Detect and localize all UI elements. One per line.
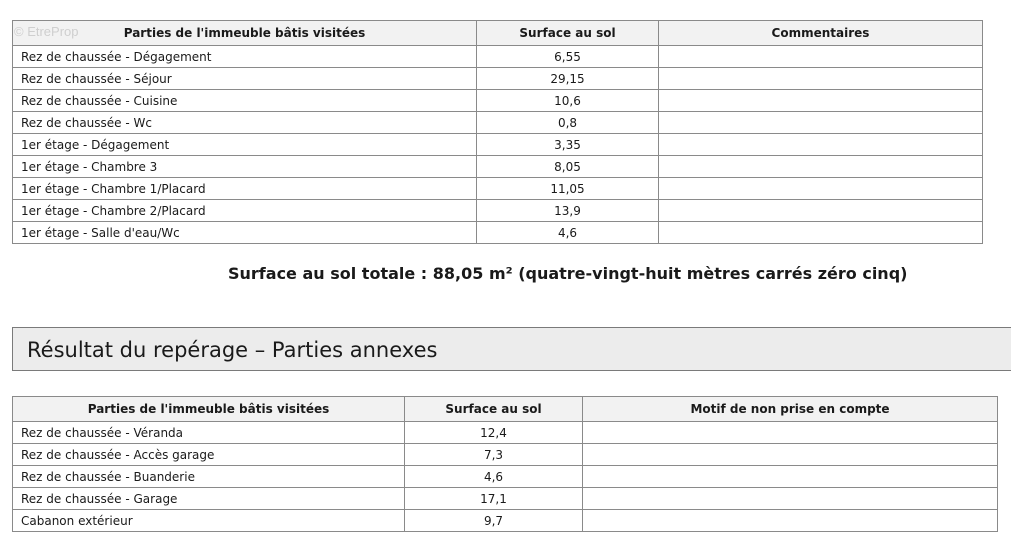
header-parties: Parties de l'immeuble bâtis visitées	[13, 397, 405, 422]
table-row	[13, 200, 983, 222]
cell-comment	[659, 222, 983, 244]
table-row	[13, 444, 998, 466]
table-row	[13, 178, 983, 200]
cell-partie: Rez de chaussée - Buanderie	[13, 466, 405, 488]
main-surface-table	[12, 20, 983, 244]
cell-partie: Rez de chaussée - Séjour	[13, 68, 477, 90]
cell-surface: 0,8	[477, 112, 659, 134]
cell-surface: 29,15	[477, 68, 659, 90]
cell-partie: Rez de chaussée - Cuisine	[13, 90, 477, 112]
cell-comment	[583, 510, 998, 532]
cell-partie: Rez de chaussée - Accès garage	[13, 444, 405, 466]
header-motif: Motif de non prise en compte	[583, 397, 998, 422]
table-header-row	[13, 21, 983, 46]
table-row	[13, 90, 983, 112]
cell-surface: 12,4	[405, 422, 583, 444]
cell-surface: 6,55	[477, 46, 659, 68]
cell-partie: Rez de chaussée - Garage	[13, 488, 405, 510]
cell-surface: 4,6	[405, 466, 583, 488]
table-row	[13, 156, 983, 178]
header-surface: Surface au sol	[477, 21, 659, 46]
header-surface: Surface au sol	[405, 397, 583, 422]
table-row	[13, 510, 998, 532]
cell-comment	[583, 444, 998, 466]
cell-comment	[583, 466, 998, 488]
annex-surface-table	[12, 396, 998, 532]
cell-surface: 9,7	[405, 510, 583, 532]
cell-comment	[659, 90, 983, 112]
header-parties: Parties de l'immeuble bâtis visitées	[13, 21, 477, 46]
cell-comment	[659, 112, 983, 134]
total-surface-line: Surface au sol totale : 88,05 m² (quatre-vingt-huit mètres carrés zéro cinq)	[228, 264, 908, 283]
cell-partie: 1er étage - Chambre 1/Placard	[13, 178, 477, 200]
cell-comment	[659, 200, 983, 222]
cell-partie: 1er étage - Chambre 3	[13, 156, 477, 178]
cell-comment	[583, 422, 998, 444]
cell-surface: 17,1	[405, 488, 583, 510]
cell-surface: 8,05	[477, 156, 659, 178]
header-commentaires: Commentaires	[659, 21, 983, 46]
cell-surface: 11,05	[477, 178, 659, 200]
cell-comment	[659, 68, 983, 90]
cell-comment	[583, 488, 998, 510]
cell-surface: 10,6	[477, 90, 659, 112]
table-row	[13, 134, 983, 156]
table-row	[13, 112, 983, 134]
cell-partie: 1er étage - Salle d'eau/Wc	[13, 222, 477, 244]
table-row	[13, 466, 998, 488]
table-row	[13, 68, 983, 90]
cell-partie: 1er étage - Dégagement	[13, 134, 477, 156]
table-header-row	[13, 397, 998, 422]
section-title: Résultat du repérage – Parties annexes	[12, 327, 1011, 371]
watermark: © EtreProp	[14, 24, 79, 39]
cell-surface: 4,6	[477, 222, 659, 244]
table-row	[13, 488, 998, 510]
cell-comment	[659, 46, 983, 68]
cell-surface: 7,3	[405, 444, 583, 466]
cell-partie: 1er étage - Chambre 2/Placard	[13, 200, 477, 222]
cell-partie: Rez de chaussée - Véranda	[13, 422, 405, 444]
cell-comment	[659, 156, 983, 178]
cell-comment	[659, 178, 983, 200]
table-row	[13, 222, 983, 244]
table-row	[13, 422, 998, 444]
table-row	[13, 46, 983, 68]
cell-surface: 3,35	[477, 134, 659, 156]
cell-partie: Cabanon extérieur	[13, 510, 405, 532]
cell-surface: 13,9	[477, 200, 659, 222]
cell-partie: Rez de chaussée - Wc	[13, 112, 477, 134]
cell-partie: Rez de chaussée - Dégagement	[13, 46, 477, 68]
cell-comment	[659, 134, 983, 156]
